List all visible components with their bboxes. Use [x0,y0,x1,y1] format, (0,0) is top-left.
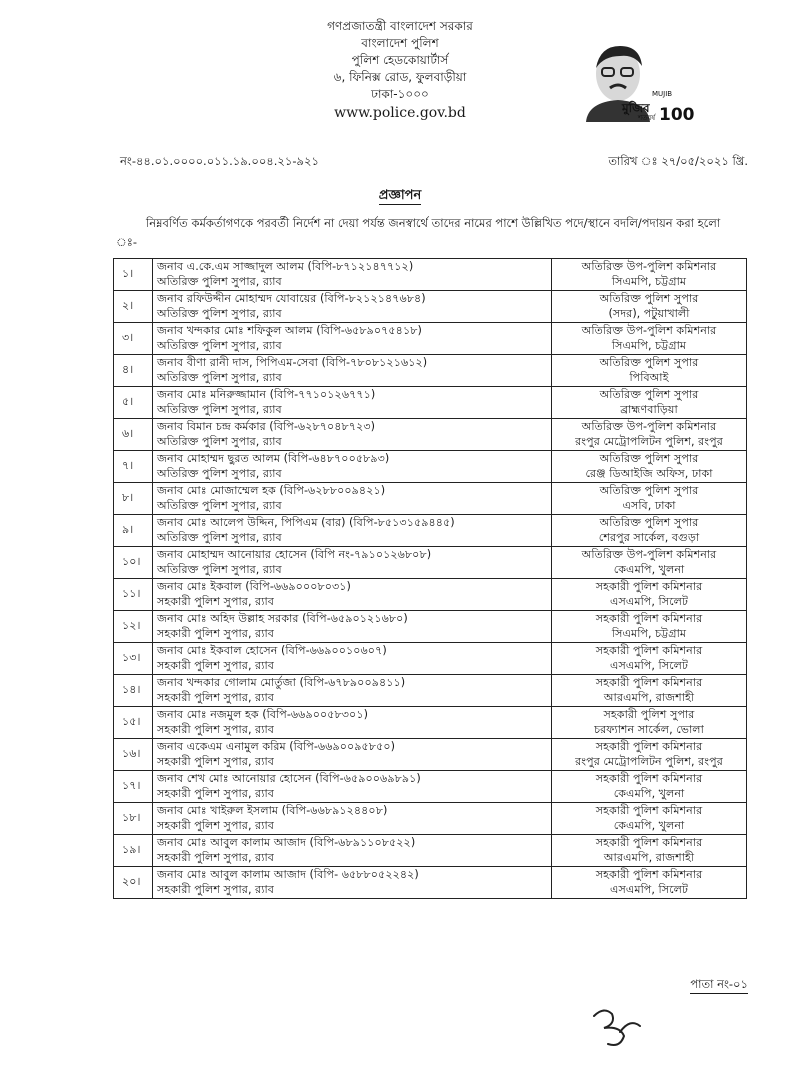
officer-name: জনাব মোহাম্মদ ছুরত আলম (বিপি-৬৪৮৭০০৫৮৯৩) [157,452,390,465]
officer-name: জনাব মোঃ মনিরুজ্জামান (বিপি-৭৭১০১২৬৭৭১) [157,388,376,401]
officer-cell [153,355,552,387]
memo-number: নং-৪৪.০১.০০০০.০১১.১৯.০০৪.২১-৯২১ [120,154,319,168]
officer-name: জনাব বিমান চন্দ্র কর্মকার (বিপি-৬২৮৭০৪৮৭২৩) [157,420,375,433]
officer-name: জনাব মোহাম্মদ আনোয়ার হোসেন (বিপি নং-৭৯১০১২৬৮০৮) [157,548,432,561]
website-url: www.police.gov.bd [334,105,466,121]
new-post-location: আরএমপি, রাজশাহী [603,690,695,704]
officer-name: জনাব একেএম এনামুল করিম (বিপি-৬৬৯০০৯৫৮৫০) [157,740,395,753]
new-post-location: পিবিআই [629,370,669,384]
table-row [114,771,747,803]
serial-number: ৯। [114,515,153,547]
serial-number: ১২। [114,611,153,643]
officer-name: জনাব মোঃ নজমুল হক (বিপি-৬৬৯০০৫৮৩০১) [157,708,368,721]
new-post-location: সিএমপি, চট্টগ্রাম [611,626,687,640]
new-post-title: সহকারী পুলিশ কমিশনার [595,868,703,881]
officer-current-post: অতিরিক্ত পুলিশ সুপার, র‍্যাব [157,306,282,320]
officer-cell [153,867,552,899]
officer-name: জনাব মোঃ ইকবাল হোসেন (বিপি-৬৬৯০০১০৬০৭) [157,644,387,657]
new-post-location: শেরপুর সার্কেল, বগুড়া [598,530,700,544]
officer-cell [153,515,552,547]
officer-cell [153,259,552,291]
serial-number: ১৫। [114,707,153,739]
officer-cell [153,643,552,675]
officer-cell [153,387,552,419]
serial-number: ৫। [114,387,153,419]
officer-name: জনাব খন্দকার মোঃ শফিকুল আলম (বিপি-৬৫৮৯০৭৫৪১৮) [157,324,422,337]
officer-cell [153,547,552,579]
table-row [114,323,747,355]
logo-text-100: 100 [659,105,695,125]
new-post-location: কেএমপি, খুলনা [613,818,685,832]
table-row [114,643,747,675]
new-post-cell [552,259,747,291]
new-post-title: সহকারী পুলিশ কমিশনার [595,612,703,625]
new-post-title: সহকারী পুলিশ কমিশনার [595,772,703,785]
officer-current-post: সহকারী পুলিশ সুপার, র‍্যাব [157,818,274,832]
serial-number: ১৬। [114,739,153,771]
new-post-title: অতিরিক্ত উপ-পুলিশ কমিশনার [581,420,717,433]
logo-text-mujib: মুজিব [622,101,650,115]
officer-current-post: অতিরিক্ত পুলিশ সুপার, র‍্যাব [157,498,282,512]
officer-cell [153,483,552,515]
officer-cell [153,419,552,451]
new-post-cell [552,643,747,675]
new-post-cell [552,771,747,803]
officer-current-post: অতিরিক্ত পুলিশ সুপার, র‍্যাব [157,530,282,544]
new-post-title: অতিরিক্ত উপ-পুলিশ কমিশনার [581,260,717,273]
new-post-cell [552,579,747,611]
new-post-title: অতিরিক্ত উপ-পুলিশ কমিশনার [581,548,717,561]
table-row [114,515,747,547]
new-post-cell [552,675,747,707]
page-number [690,976,748,995]
serial-number: ১৩। [114,643,153,675]
new-post-title: অতিরিক্ত পুলিশ সুপার [599,292,699,305]
new-post-cell [552,547,747,579]
new-post-cell [552,387,747,419]
new-post-title: অতিরিক্ত পুলিশ সুপার [599,388,699,401]
officer-cell [153,707,552,739]
office-address: ৬, ফিনিক্স রোড, ফুলবাড়ীয়া [333,70,467,84]
serial-number: ১। [114,259,153,291]
new-post-title: সহকারী পুলিশ কমিশনার [595,836,703,849]
new-post-location: রংপুর মেট্রোপলিটন পুলিশ, রংপুর [575,434,723,448]
new-post-location: এসবি, ঢাকা [622,498,676,512]
signature [590,1002,646,1052]
new-post-cell [552,739,747,771]
table-row [114,707,747,739]
officer-name: জনাব বীণা রানী দাস, পিপিএম-সেবা (বিপি-৭৮০৮১২১৬১২) [157,356,428,369]
officer-name: জনাব মোঃ আবুল কালাম আজাদ (বিপি-৬৮৯১১০৮৫২২) [157,836,416,849]
table-row [114,259,747,291]
officer-current-post: সহকারী পুলিশ সুপার, র‍্যাব [157,786,274,800]
officer-cell [153,451,552,483]
new-post-title: অতিরিক্ত পুলিশ সুপার [599,484,699,497]
department-name: বাংলাদেশ পুলিশ [361,36,439,50]
officer-current-post: সহকারী পুলিশ সুপার, র‍্যাব [157,594,274,608]
new-post-location: কেএমপি, খুলনা [613,562,685,576]
table-row [114,579,747,611]
officer-cell [153,579,552,611]
new-post-title: সহকারী পুলিশ কমিশনার [595,676,703,689]
table-row [114,387,747,419]
mujib-borsho-logo [568,40,695,125]
new-post-cell [552,867,747,899]
new-post-location: কেএমপি, খুলনা [613,786,685,800]
officer-name: জনাব মোঃ মোজাম্মেল হক (বিপি-৬২৮৮০০৯৪২১) [157,484,386,497]
memo-date: তারিখ ঃ ২৭/০৫/২০২১ খ্রি. [608,154,748,168]
new-post-title: সহকারী পুলিশ কমিশনার [595,804,703,817]
serial-number: ২। [114,291,153,323]
table-row [114,547,747,579]
new-post-title: অতিরিক্ত উপ-পুলিশ কমিশনার [581,324,717,337]
table-row [114,483,747,515]
logo-text-borsho: শতবর্ষ [638,114,656,122]
serial-number: ৪। [114,355,153,387]
table-row [114,291,747,323]
serial-number: ১৭। [114,771,153,803]
serial-number: ১৪। [114,675,153,707]
serial-number: ৩। [114,323,153,355]
serial-number: ৭। [114,451,153,483]
document-title [0,186,800,207]
officer-cell [153,291,552,323]
table-row [114,611,747,643]
new-post-location: রেঞ্জ ডিআইজি অফিস, ঢাকা [585,466,713,480]
serial-number: ১১। [114,579,153,611]
intro-paragraph: নিম্নবর্ণিত কর্মকর্তাগণকে পরবর্তী নির্দেশ না দেয়া পর্যন্ত জনস্বার্থে তাদের নামের পাশে উল্লিখিত পদে/স্থানে বদলি/পদায়ন করা হলো ঃ- [116,216,721,249]
officer-name: জনাব মোঃ আবুল কালাম আজাদ (বিপি- ৬৫৮৮০৫২২৪২) [157,868,419,881]
officer-current-post: সহকারী পুলিশ সুপার, র‍্যাব [157,722,274,736]
new-post-cell [552,419,747,451]
officer-name: জনাব মোঃ ইকবাল (বিপি-৬৬৯০০০৮০৩১) [157,580,351,593]
new-post-cell [552,291,747,323]
new-post-location: আরএমপি, রাজশাহী [603,850,695,864]
officer-current-post: সহকারী পুলিশ সুপার, র‍্যাব [157,626,274,640]
new-post-location: রংপুর মেট্রোপলিটন পুলিশ, রংপুর [575,754,723,768]
new-post-cell [552,323,747,355]
officer-current-post: অতিরিক্ত পুলিশ সুপার, র‍্যাব [157,562,282,576]
table-row [114,451,747,483]
officer-cell [153,835,552,867]
new-post-title: অতিরিক্ত পুলিশ সুপার [599,356,699,369]
table-row [114,355,747,387]
new-post-cell [552,515,747,547]
officer-current-post: অতিরিক্ত পুলিশ সুপার, র‍্যাব [157,370,282,384]
officer-cell [153,771,552,803]
new-post-location: এসএমপি, সিলেট [609,594,689,608]
officer-name: জনাব রফিউদ্দীন মোহাম্মদ যোবায়ের (বিপি-৮২১২১৪৭৬৮৪) [157,292,426,305]
new-post-location: সিএমপি, চট্টগ্রাম [611,274,687,288]
new-post-cell [552,611,747,643]
officer-current-post: অতিরিক্ত পুলিশ সুপার, র‍্যাব [157,338,282,352]
serial-number: ১৮। [114,803,153,835]
officer-name: জনাব এ.কে.এম সাজ্জাদুল আলম (বিপি-৮৭১২১৪৭৭১২) [157,260,414,273]
officer-cell [153,675,552,707]
office-name: পুলিশ হেডকোয়ার্টার্স [351,53,449,67]
officer-name: জনাব খন্দকার গোলাম মোর্তুজা (বিপি-৬৭৮৯০০৯৪১১) [157,676,406,689]
serial-number: ৮। [114,483,153,515]
office-city: ঢাকা-১০০০ [371,87,429,101]
officer-current-post: সহকারী পুলিশ সুপার, র‍্যাব [157,850,274,864]
new-post-cell [552,707,747,739]
new-post-location: এসএমপি, সিলেট [609,882,689,896]
serial-number: ১৯। [114,835,153,867]
serial-number: ৬। [114,419,153,451]
document-title-text: প্রজ্ঞাপন [378,188,422,203]
officer-name: জনাব মোঃ খাইরুল ইসলাম (বিপি-৬৬৮৯১২৪৪০৮) [157,804,388,817]
new-post-title: অতিরিক্ত পুলিশ সুপার [599,452,699,465]
new-post-title: সহকারী পুলিশ কমিশনার [595,644,703,657]
new-post-location: চরফ্যাশন সার্কেল, ভোলা [594,722,704,736]
new-post-location: সিএমপি, চট্টগ্রাম [611,338,687,352]
table-row [114,419,747,451]
new-post-title: সহকারী পুলিশ কমিশনার [595,580,703,593]
officer-cell [153,803,552,835]
officer-name: জনাব মোঃ অহিদ উল্লাহ সরকার (বিপি-৬৫৯০১২১৬৮০) [157,612,408,625]
table-row [114,867,747,899]
officer-cell [153,323,552,355]
logo-text-en: MUJIB [652,90,673,98]
officer-current-post: অতিরিক্ত পুলিশ সুপার, র‍্যাব [157,434,282,448]
new-post-title: সহকারী পুলিশ কমিশনার [595,740,703,753]
new-post-cell [552,803,747,835]
officer-current-post: সহকারী পুলিশ সুপার, র‍্যাব [157,882,274,896]
transfer-table [113,258,747,899]
new-post-cell [552,835,747,867]
new-post-cell [552,355,747,387]
officer-current-post: অতিরিক্ত পুলিশ সুপার, র‍্যাব [157,274,282,288]
table-row [114,739,747,771]
officer-cell [153,739,552,771]
table-row [114,835,747,867]
table-row [114,675,747,707]
new-post-location: ব্রাহ্মণবাড়িয়া [620,402,678,416]
new-post-location: এসএমপি, সিলেট [609,658,689,672]
table-row [114,803,747,835]
govt-name: গণপ্রজাতন্ত্রী বাংলাদেশ সরকার [327,19,473,33]
new-post-location: (সদর), পটুয়াখালী [608,306,690,320]
officer-name: জনাব শেখ মোঃ আনোয়ার হোসেন (বিপি-৬৫৯০০৬৯৮৯১) [157,772,421,785]
serial-number: ১০। [114,547,153,579]
new-post-title: অতিরিক্ত পুলিশ সুপার [599,516,699,529]
new-post-title: সহকারী পুলিশ সুপার [603,708,695,721]
officer-current-post: সহকারী পুলিশ সুপার, র‍্যাব [157,690,274,704]
page-number-text: পাতা নং-০১ [690,977,748,994]
officer-current-post: অতিরিক্ত পুলিশ সুপার, র‍্যাব [157,466,282,480]
new-post-cell [552,451,747,483]
officer-name: জনাব মোঃ আলেপ উদ্দিন, পিপিএম (বার) (বিপি-৮৫১৩১৫৯৪৪৫) [157,516,455,529]
new-post-cell [552,483,747,515]
officer-current-post: সহকারী পুলিশ সুপার, র‍্যাব [157,658,274,672]
serial-number: ২০। [114,867,153,899]
officer-current-post: সহকারী পুলিশ সুপার, র‍্যাব [157,754,274,768]
officer-cell [153,611,552,643]
officer-current-post: অতিরিক্ত পুলিশ সুপার, র‍্যাব [157,402,282,416]
